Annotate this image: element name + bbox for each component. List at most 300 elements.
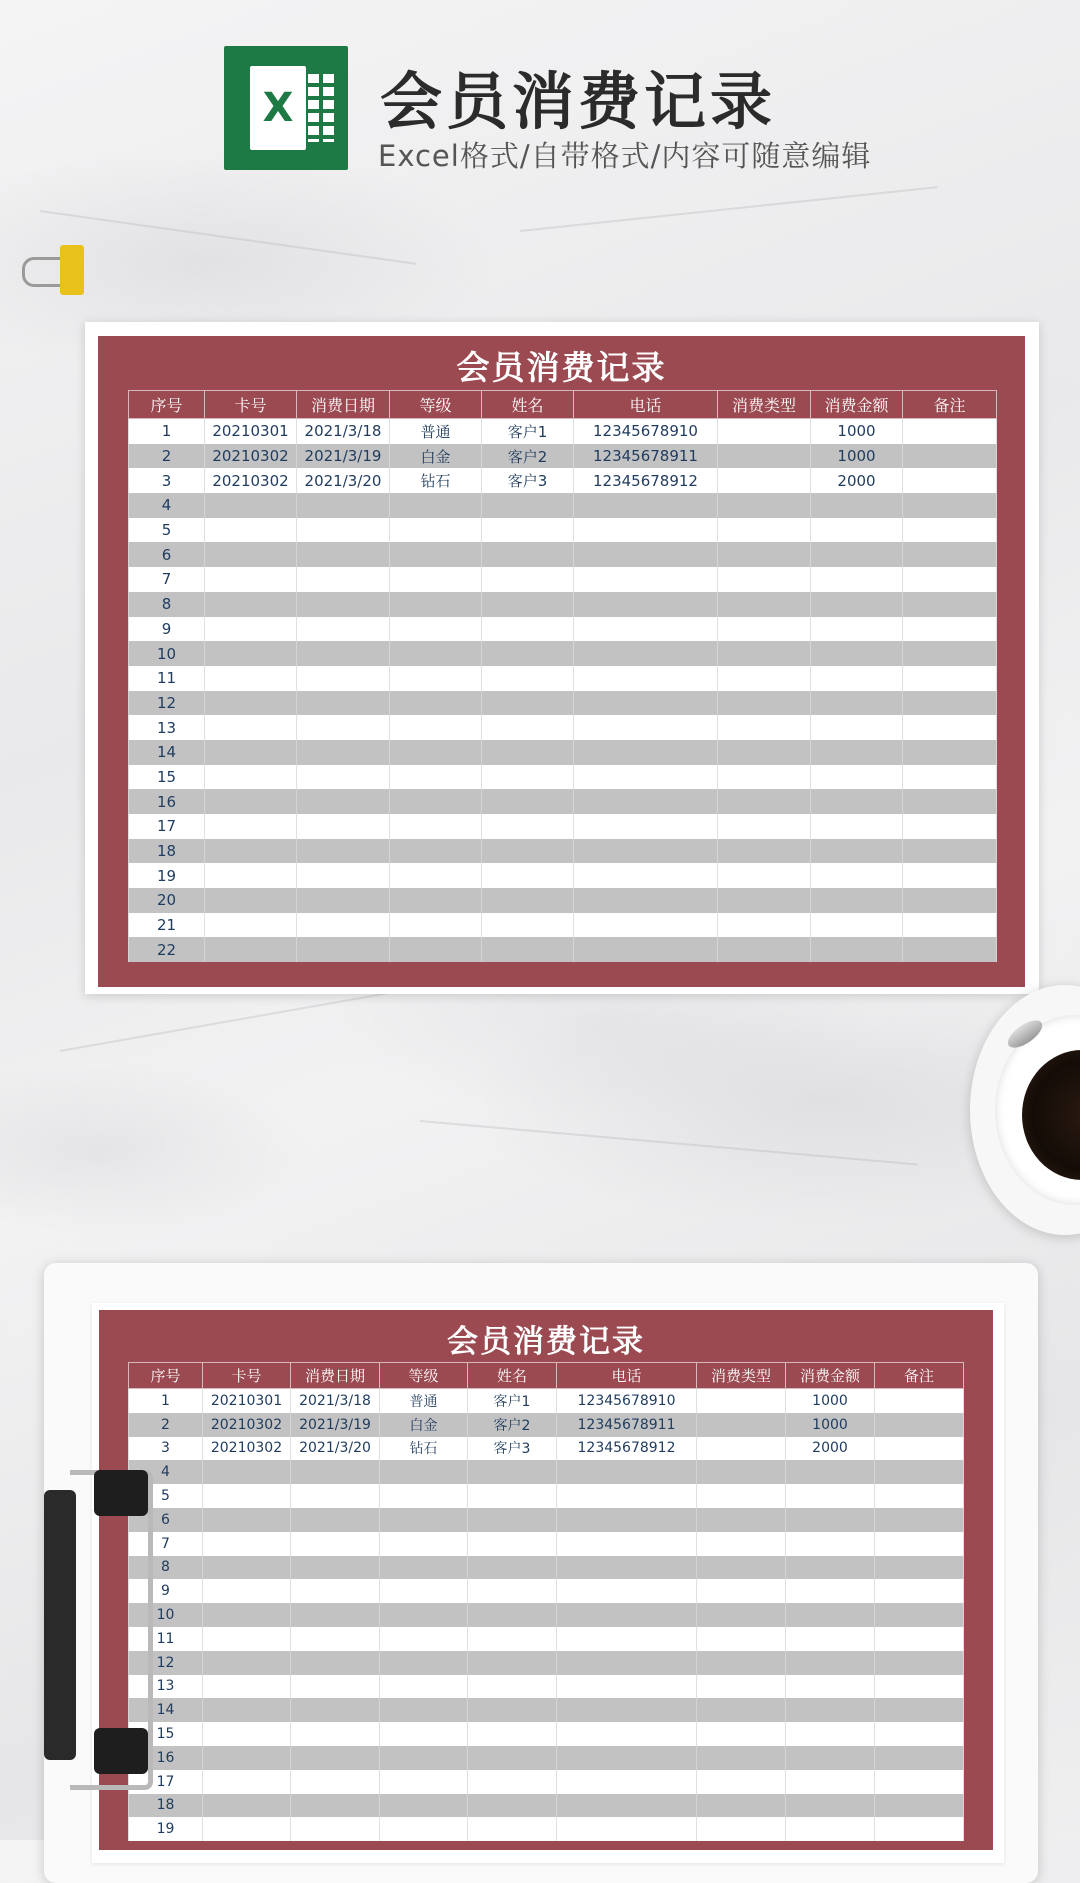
table-cell[interactable] <box>718 691 811 716</box>
table-cell[interactable] <box>786 1532 875 1556</box>
table-cell[interactable]: 12345678912 <box>557 1437 697 1461</box>
table-cell[interactable] <box>903 913 997 938</box>
table-cell[interactable] <box>811 567 903 592</box>
table-cell[interactable]: 客户1 <box>482 419 574 444</box>
table-cell[interactable] <box>390 567 482 592</box>
table-cell[interactable] <box>205 666 297 691</box>
table-cell[interactable]: 8 <box>129 592 205 617</box>
table-cell[interactable] <box>205 888 297 913</box>
table-cell[interactable] <box>205 567 297 592</box>
table-cell[interactable]: 17 <box>129 814 205 839</box>
table-cell[interactable] <box>380 1556 468 1580</box>
table-cell[interactable]: 9 <box>129 617 205 642</box>
table-cell[interactable] <box>482 863 574 888</box>
table-cell[interactable] <box>297 666 390 691</box>
table-cell[interactable] <box>203 1603 291 1627</box>
table-cell[interactable] <box>291 1532 380 1556</box>
table-cell[interactable] <box>297 740 390 765</box>
table-cell[interactable] <box>380 1794 468 1818</box>
table-cell[interactable] <box>875 1603 964 1627</box>
table-cell[interactable] <box>291 1770 380 1794</box>
table-cell[interactable] <box>811 493 903 518</box>
table-cell[interactable] <box>205 518 297 543</box>
table-cell[interactable] <box>718 863 811 888</box>
table-cell[interactable] <box>557 1484 697 1508</box>
table-cell[interactable]: 8 <box>129 1556 203 1580</box>
table-cell[interactable] <box>903 691 997 716</box>
table-cell[interactable] <box>291 1484 380 1508</box>
table-cell[interactable] <box>482 814 574 839</box>
table-cell[interactable]: 2021/3/19 <box>297 444 390 469</box>
table-cell[interactable] <box>291 1794 380 1818</box>
table-cell[interactable] <box>205 740 297 765</box>
table-cell[interactable]: 20210301 <box>203 1389 291 1413</box>
table-cell[interactable] <box>380 1484 468 1508</box>
table-cell[interactable]: 16 <box>129 789 205 814</box>
table-cell[interactable] <box>903 715 997 740</box>
table-cell[interactable] <box>205 641 297 666</box>
table-cell[interactable] <box>786 1603 875 1627</box>
table-cell[interactable] <box>697 1651 786 1675</box>
table-cell[interactable] <box>203 1556 291 1580</box>
table-cell[interactable]: 20 <box>129 888 205 913</box>
table-cell[interactable] <box>574 641 718 666</box>
table-cell[interactable] <box>390 715 482 740</box>
table-cell[interactable] <box>718 715 811 740</box>
table-cell[interactable] <box>786 1508 875 1532</box>
table-cell[interactable]: 7 <box>129 567 205 592</box>
table-cell[interactable] <box>291 1460 380 1484</box>
table-cell[interactable]: 12345678911 <box>557 1413 697 1437</box>
table-cell[interactable] <box>697 1556 786 1580</box>
table-cell[interactable] <box>574 765 718 790</box>
table-cell[interactable]: 20210301 <box>205 419 297 444</box>
table-cell[interactable] <box>557 1460 697 1484</box>
table-cell[interactable] <box>811 863 903 888</box>
table-cell[interactable] <box>903 888 997 913</box>
table-cell[interactable] <box>718 740 811 765</box>
table-cell[interactable] <box>205 814 297 839</box>
table-cell[interactable] <box>718 493 811 518</box>
table-cell[interactable] <box>875 1556 964 1580</box>
table-cell[interactable]: 14 <box>129 1698 203 1722</box>
table-cell[interactable]: 19 <box>129 1817 203 1841</box>
table-cell[interactable] <box>297 913 390 938</box>
table-cell[interactable] <box>468 1675 557 1699</box>
table-cell[interactable] <box>786 1675 875 1699</box>
table-cell[interactable] <box>811 641 903 666</box>
table-cell[interactable] <box>875 1389 964 1413</box>
table-cell[interactable] <box>875 1508 964 1532</box>
table-cell[interactable] <box>786 1817 875 1841</box>
table-cell[interactable] <box>380 1675 468 1699</box>
table-cell[interactable] <box>875 1413 964 1437</box>
table-cell[interactable] <box>903 765 997 790</box>
table-cell[interactable] <box>811 666 903 691</box>
table-cell[interactable] <box>291 1675 380 1699</box>
table-cell[interactable] <box>468 1627 557 1651</box>
table-cell[interactable] <box>205 715 297 740</box>
table-cell[interactable] <box>786 1770 875 1794</box>
table-cell[interactable] <box>574 592 718 617</box>
table-cell[interactable] <box>482 641 574 666</box>
table-cell[interactable] <box>297 617 390 642</box>
table-cell[interactable] <box>557 1794 697 1818</box>
table-cell[interactable]: 4 <box>129 493 205 518</box>
table-cell[interactable] <box>390 666 482 691</box>
table-cell[interactable] <box>811 617 903 642</box>
table-cell[interactable] <box>557 1579 697 1603</box>
table-cell[interactable] <box>390 740 482 765</box>
table-cell[interactable] <box>811 740 903 765</box>
table-cell[interactable]: 白金 <box>390 444 482 469</box>
table-cell[interactable] <box>468 1770 557 1794</box>
table-cell[interactable] <box>718 839 811 864</box>
table-cell[interactable] <box>875 1675 964 1699</box>
table-cell[interactable] <box>203 1770 291 1794</box>
table-cell[interactable] <box>390 518 482 543</box>
table-cell[interactable] <box>875 1746 964 1770</box>
table-cell[interactable]: 3 <box>129 468 205 493</box>
table-cell[interactable] <box>811 888 903 913</box>
table-cell[interactable] <box>482 592 574 617</box>
table-cell[interactable]: 1000 <box>786 1389 875 1413</box>
table-cell[interactable] <box>205 592 297 617</box>
table-cell[interactable] <box>697 1484 786 1508</box>
table-cell[interactable] <box>390 592 482 617</box>
table-cell[interactable]: 1000 <box>786 1413 875 1437</box>
table-cell[interactable] <box>718 814 811 839</box>
table-cell[interactable] <box>297 518 390 543</box>
table-cell[interactable] <box>291 1817 380 1841</box>
table-cell[interactable] <box>574 666 718 691</box>
table-cell[interactable] <box>390 617 482 642</box>
table-cell[interactable] <box>718 617 811 642</box>
table-cell[interactable]: 10 <box>129 641 205 666</box>
table-cell[interactable] <box>574 691 718 716</box>
table-cell[interactable] <box>297 937 390 962</box>
table-cell[interactable] <box>205 542 297 567</box>
table-cell[interactable]: 客户3 <box>468 1437 557 1461</box>
table-cell[interactable] <box>718 592 811 617</box>
table-cell[interactable] <box>297 863 390 888</box>
table-cell[interactable] <box>811 789 903 814</box>
table-cell[interactable] <box>297 641 390 666</box>
table-cell[interactable] <box>390 765 482 790</box>
table-cell[interactable]: 12345678910 <box>574 419 718 444</box>
table-cell[interactable] <box>875 1794 964 1818</box>
table-cell[interactable] <box>903 863 997 888</box>
table-cell[interactable] <box>297 715 390 740</box>
table-cell[interactable] <box>903 617 997 642</box>
table-cell[interactable] <box>482 888 574 913</box>
table-cell[interactable]: 2021/3/18 <box>297 419 390 444</box>
table-cell[interactable] <box>203 1532 291 1556</box>
table-cell[interactable] <box>291 1508 380 1532</box>
table-cell[interactable] <box>786 1556 875 1580</box>
table-cell[interactable] <box>786 1651 875 1675</box>
table-cell[interactable]: 15 <box>129 1722 203 1746</box>
table-cell[interactable]: 5 <box>129 518 205 543</box>
table-cell[interactable] <box>697 1437 786 1461</box>
table-cell[interactable] <box>205 913 297 938</box>
table-cell[interactable]: 1000 <box>811 444 903 469</box>
table-cell[interactable] <box>390 888 482 913</box>
table-cell[interactable] <box>718 419 811 444</box>
table-cell[interactable]: 4 <box>129 1460 203 1484</box>
table-cell[interactable] <box>718 666 811 691</box>
table-cell[interactable] <box>297 592 390 617</box>
table-cell[interactable] <box>297 814 390 839</box>
table-cell[interactable] <box>903 567 997 592</box>
table-cell[interactable] <box>468 1508 557 1532</box>
table-cell[interactable] <box>205 765 297 790</box>
table-cell[interactable] <box>291 1627 380 1651</box>
table-cell[interactable] <box>903 444 997 469</box>
table-cell[interactable] <box>697 1460 786 1484</box>
table-cell[interactable] <box>557 1722 697 1746</box>
table-cell[interactable] <box>557 1508 697 1532</box>
table-cell[interactable] <box>557 1698 697 1722</box>
table-cell[interactable]: 21 <box>129 913 205 938</box>
table-cell[interactable]: 6 <box>129 1508 203 1532</box>
table-cell[interactable] <box>786 1698 875 1722</box>
table-cell[interactable] <box>203 1627 291 1651</box>
table-cell[interactable] <box>811 518 903 543</box>
table-cell[interactable] <box>390 839 482 864</box>
table-cell[interactable] <box>811 937 903 962</box>
table-cell[interactable] <box>203 1722 291 1746</box>
table-cell[interactable] <box>468 1651 557 1675</box>
table-cell[interactable] <box>390 691 482 716</box>
table-cell[interactable] <box>291 1746 380 1770</box>
table-cell[interactable] <box>786 1746 875 1770</box>
table-cell[interactable] <box>574 740 718 765</box>
table-cell[interactable]: 14 <box>129 740 205 765</box>
table-cell[interactable] <box>482 789 574 814</box>
table-cell[interactable] <box>482 765 574 790</box>
table-cell[interactable]: 钻石 <box>380 1437 468 1461</box>
table-cell[interactable] <box>875 1627 964 1651</box>
table-cell[interactable] <box>380 1770 468 1794</box>
table-cell[interactable] <box>718 937 811 962</box>
table-cell[interactable]: 白金 <box>380 1413 468 1437</box>
table-cell[interactable] <box>482 617 574 642</box>
table-cell[interactable] <box>557 1532 697 1556</box>
table-cell[interactable] <box>697 1389 786 1413</box>
table-cell[interactable] <box>811 765 903 790</box>
table-cell[interactable]: 12345678912 <box>574 468 718 493</box>
table-cell[interactable] <box>697 1675 786 1699</box>
table-cell[interactable] <box>875 1532 964 1556</box>
table-cell[interactable] <box>203 1484 291 1508</box>
table-cell[interactable] <box>482 839 574 864</box>
table-cell[interactable] <box>390 937 482 962</box>
table-cell[interactable]: 1 <box>129 1389 203 1413</box>
table-cell[interactable] <box>380 1508 468 1532</box>
table-cell[interactable] <box>482 913 574 938</box>
table-cell[interactable] <box>903 789 997 814</box>
table-cell[interactable]: 9 <box>129 1579 203 1603</box>
table-cell[interactable]: 2000 <box>811 468 903 493</box>
table-cell[interactable] <box>203 1579 291 1603</box>
table-cell[interactable] <box>380 1746 468 1770</box>
table-cell[interactable] <box>468 1484 557 1508</box>
table-cell[interactable] <box>291 1722 380 1746</box>
table-cell[interactable] <box>718 518 811 543</box>
table-cell[interactable] <box>718 789 811 814</box>
table-cell[interactable] <box>574 913 718 938</box>
table-cell[interactable] <box>203 1675 291 1699</box>
table-cell[interactable] <box>557 1817 697 1841</box>
table-cell[interactable] <box>380 1698 468 1722</box>
table-cell[interactable] <box>380 1722 468 1746</box>
table-cell[interactable] <box>875 1437 964 1461</box>
table-cell[interactable] <box>468 1698 557 1722</box>
table-cell[interactable]: 20210302 <box>205 444 297 469</box>
table-cell[interactable]: 1000 <box>811 419 903 444</box>
table-cell[interactable]: 钻石 <box>390 468 482 493</box>
table-cell[interactable] <box>291 1603 380 1627</box>
table-cell[interactable]: 1 <box>129 419 205 444</box>
table-cell[interactable] <box>468 1579 557 1603</box>
table-cell[interactable] <box>482 740 574 765</box>
table-cell[interactable] <box>875 1579 964 1603</box>
table-cell[interactable] <box>468 1460 557 1484</box>
table-cell[interactable]: 20210302 <box>203 1413 291 1437</box>
table-cell[interactable]: 18 <box>129 1794 203 1818</box>
table-cell[interactable] <box>697 1627 786 1651</box>
table-cell[interactable] <box>875 1817 964 1841</box>
table-cell[interactable] <box>574 617 718 642</box>
table-cell[interactable]: 2021/3/19 <box>291 1413 380 1437</box>
table-cell[interactable] <box>482 937 574 962</box>
table-cell[interactable]: 2021/3/18 <box>291 1389 380 1413</box>
table-cell[interactable] <box>557 1556 697 1580</box>
table-cell[interactable] <box>468 1794 557 1818</box>
table-cell[interactable] <box>574 863 718 888</box>
table-cell[interactable] <box>697 1532 786 1556</box>
table-cell[interactable] <box>574 493 718 518</box>
table-cell[interactable] <box>903 839 997 864</box>
table-cell[interactable] <box>697 1508 786 1532</box>
table-cell[interactable] <box>903 814 997 839</box>
table-cell[interactable] <box>811 715 903 740</box>
table-cell[interactable]: 2021/3/20 <box>297 468 390 493</box>
table-cell[interactable]: 15 <box>129 765 205 790</box>
table-cell[interactable] <box>482 567 574 592</box>
table-cell[interactable] <box>203 1746 291 1770</box>
table-cell[interactable] <box>297 493 390 518</box>
table-cell[interactable] <box>875 1484 964 1508</box>
table-cell[interactable] <box>557 1746 697 1770</box>
table-cell[interactable] <box>697 1817 786 1841</box>
table-cell[interactable]: 5 <box>129 1484 203 1508</box>
table-cell[interactable]: 客户2 <box>482 444 574 469</box>
table-cell[interactable] <box>718 913 811 938</box>
table-cell[interactable] <box>903 419 997 444</box>
table-cell[interactable]: 13 <box>129 715 205 740</box>
table-cell[interactable] <box>718 542 811 567</box>
table-cell[interactable] <box>468 1532 557 1556</box>
table-cell[interactable] <box>875 1770 964 1794</box>
table-cell[interactable] <box>557 1627 697 1651</box>
table-cell[interactable] <box>574 814 718 839</box>
table-cell[interactable]: 20210302 <box>205 468 297 493</box>
table-cell[interactable] <box>380 1579 468 1603</box>
table-cell[interactable] <box>697 1698 786 1722</box>
table-cell[interactable] <box>205 493 297 518</box>
table-cell[interactable] <box>811 542 903 567</box>
table-cell[interactable] <box>390 913 482 938</box>
table-cell[interactable] <box>697 1746 786 1770</box>
table-cell[interactable] <box>297 789 390 814</box>
table-cell[interactable] <box>205 863 297 888</box>
table-cell[interactable] <box>297 567 390 592</box>
table-cell[interactable] <box>811 592 903 617</box>
table-cell[interactable]: 22 <box>129 937 205 962</box>
table-cell[interactable] <box>718 567 811 592</box>
table-cell[interactable]: 客户1 <box>468 1389 557 1413</box>
table-cell[interactable] <box>482 542 574 567</box>
table-cell[interactable]: 18 <box>129 839 205 864</box>
table-cell[interactable] <box>903 493 997 518</box>
table-cell[interactable] <box>390 863 482 888</box>
table-cell[interactable] <box>380 1603 468 1627</box>
table-cell[interactable]: 11 <box>129 666 205 691</box>
table-cell[interactable]: 13 <box>129 1675 203 1699</box>
table-cell[interactable] <box>380 1460 468 1484</box>
table-cell[interactable]: 2000 <box>786 1437 875 1461</box>
table-cell[interactable] <box>574 567 718 592</box>
table-cell[interactable] <box>482 715 574 740</box>
table-cell[interactable]: 17 <box>129 1770 203 1794</box>
table-cell[interactable] <box>203 1794 291 1818</box>
table-cell[interactable] <box>468 1746 557 1770</box>
table-cell[interactable] <box>697 1722 786 1746</box>
table-cell[interactable]: 7 <box>129 1532 203 1556</box>
table-cell[interactable] <box>697 1770 786 1794</box>
table-cell[interactable] <box>697 1794 786 1818</box>
table-cell[interactable] <box>903 666 997 691</box>
table-cell[interactable] <box>468 1603 557 1627</box>
table-cell[interactable] <box>380 1532 468 1556</box>
table-cell[interactable] <box>811 691 903 716</box>
table-cell[interactable] <box>811 839 903 864</box>
table-cell[interactable] <box>903 740 997 765</box>
table-cell[interactable] <box>574 937 718 962</box>
table-cell[interactable] <box>557 1770 697 1794</box>
table-cell[interactable] <box>390 641 482 666</box>
table-cell[interactable] <box>390 789 482 814</box>
table-cell[interactable] <box>557 1651 697 1675</box>
table-cell[interactable] <box>875 1722 964 1746</box>
table-cell[interactable] <box>574 542 718 567</box>
table-cell[interactable] <box>205 839 297 864</box>
table-cell[interactable]: 3 <box>129 1437 203 1461</box>
table-cell[interactable] <box>811 814 903 839</box>
table-cell[interactable] <box>297 691 390 716</box>
table-cell[interactable] <box>903 542 997 567</box>
table-cell[interactable] <box>205 691 297 716</box>
table-cell[interactable] <box>205 937 297 962</box>
table-cell[interactable] <box>875 1651 964 1675</box>
table-cell[interactable] <box>468 1556 557 1580</box>
table-cell[interactable] <box>875 1698 964 1722</box>
table-cell[interactable] <box>718 468 811 493</box>
table-cell[interactable] <box>297 542 390 567</box>
table-cell[interactable] <box>574 715 718 740</box>
